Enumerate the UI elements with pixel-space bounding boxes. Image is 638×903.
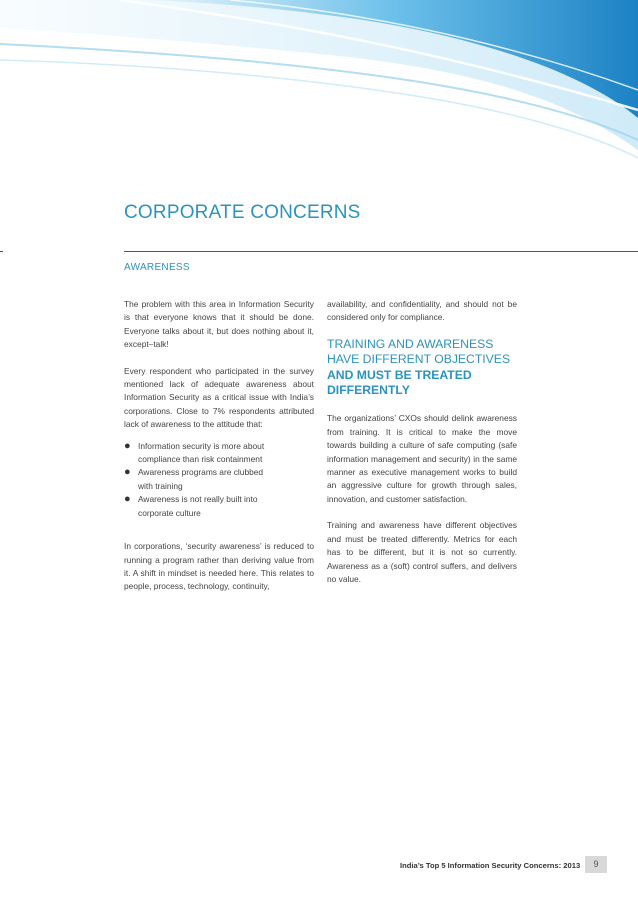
margin-tick (0, 251, 3, 252)
pull-quote-line: AND MUST BE TREATED (327, 367, 472, 382)
paragraph: The problem with this area in Information Security is that everyone knows that it should be done. Everyone talks about it, but does nothing about it, except–talk! (124, 299, 314, 350)
paragraph: availability, and confidentiality, and should not be considered only for compliance. (327, 299, 517, 323)
right-column (327, 298, 517, 599)
list-item-line: Information security is more about (138, 440, 265, 451)
title-divider (124, 251, 638, 252)
subheading-awareness: AWARENESS (124, 262, 190, 273)
bullet-icon: ● (124, 493, 131, 506)
left-column (124, 298, 314, 607)
list-item (124, 466, 314, 493)
list-item-line: with training (138, 480, 183, 491)
page-number: 9 (585, 856, 607, 873)
pull-quote (327, 337, 517, 399)
section-title: CORPORATE CONCERNS (124, 202, 361, 223)
pull-quote-line: HAVE DIFFERENT OBJECTIVES (327, 352, 511, 367)
paragraph: In corporations, ‘security awareness’ is reduced to running a program rather than deriving value from it. A shift in mindset is needed here. This relates to people, process, technology, continuity, (124, 541, 314, 592)
bullet-icon: ● (124, 439, 131, 452)
list-item (124, 493, 314, 520)
paragraph: Every respondent who participated in the survey mentioned lack of adequate awareness about Information Security as a critical issue with India’s corporations. Close to 7% respondents attributed lack of awareness to the attitude that: (124, 365, 314, 430)
list-item-line: corporate culture (138, 507, 201, 518)
bullet-icon: ● (124, 466, 131, 479)
pull-quote-line: TRAINING AND AWARENESS (327, 336, 494, 351)
bullet-list (124, 440, 314, 520)
paragraph: Training and awareness have different objectives and must be treated differently. Metrics for each has to be different, but it is not so currently. Awareness as a (soft) control suffers, and delivers no value. (327, 520, 517, 584)
header-wave-graphic (0, 0, 638, 200)
paragraph: The organizations’ CXOs should delink awareness from training. It is critical to make the move towards building a culture of safe computing (safe information management and security) in the same manner as executive management works to build an aggressive culture for growth through sales, innovation, and customer satisfaction. (327, 413, 517, 504)
list-item-line: Awareness programs are clubbed (138, 467, 264, 478)
footer-publication-title: India’s Top 5 Information Security Concerns: 2013 (400, 861, 581, 870)
list-item (124, 440, 314, 467)
pull-quote-line: DIFFERENTLY (327, 383, 410, 398)
list-item-line: Awareness is not really built into (138, 494, 258, 505)
list-item-line: compliance than risk containment (138, 454, 263, 465)
